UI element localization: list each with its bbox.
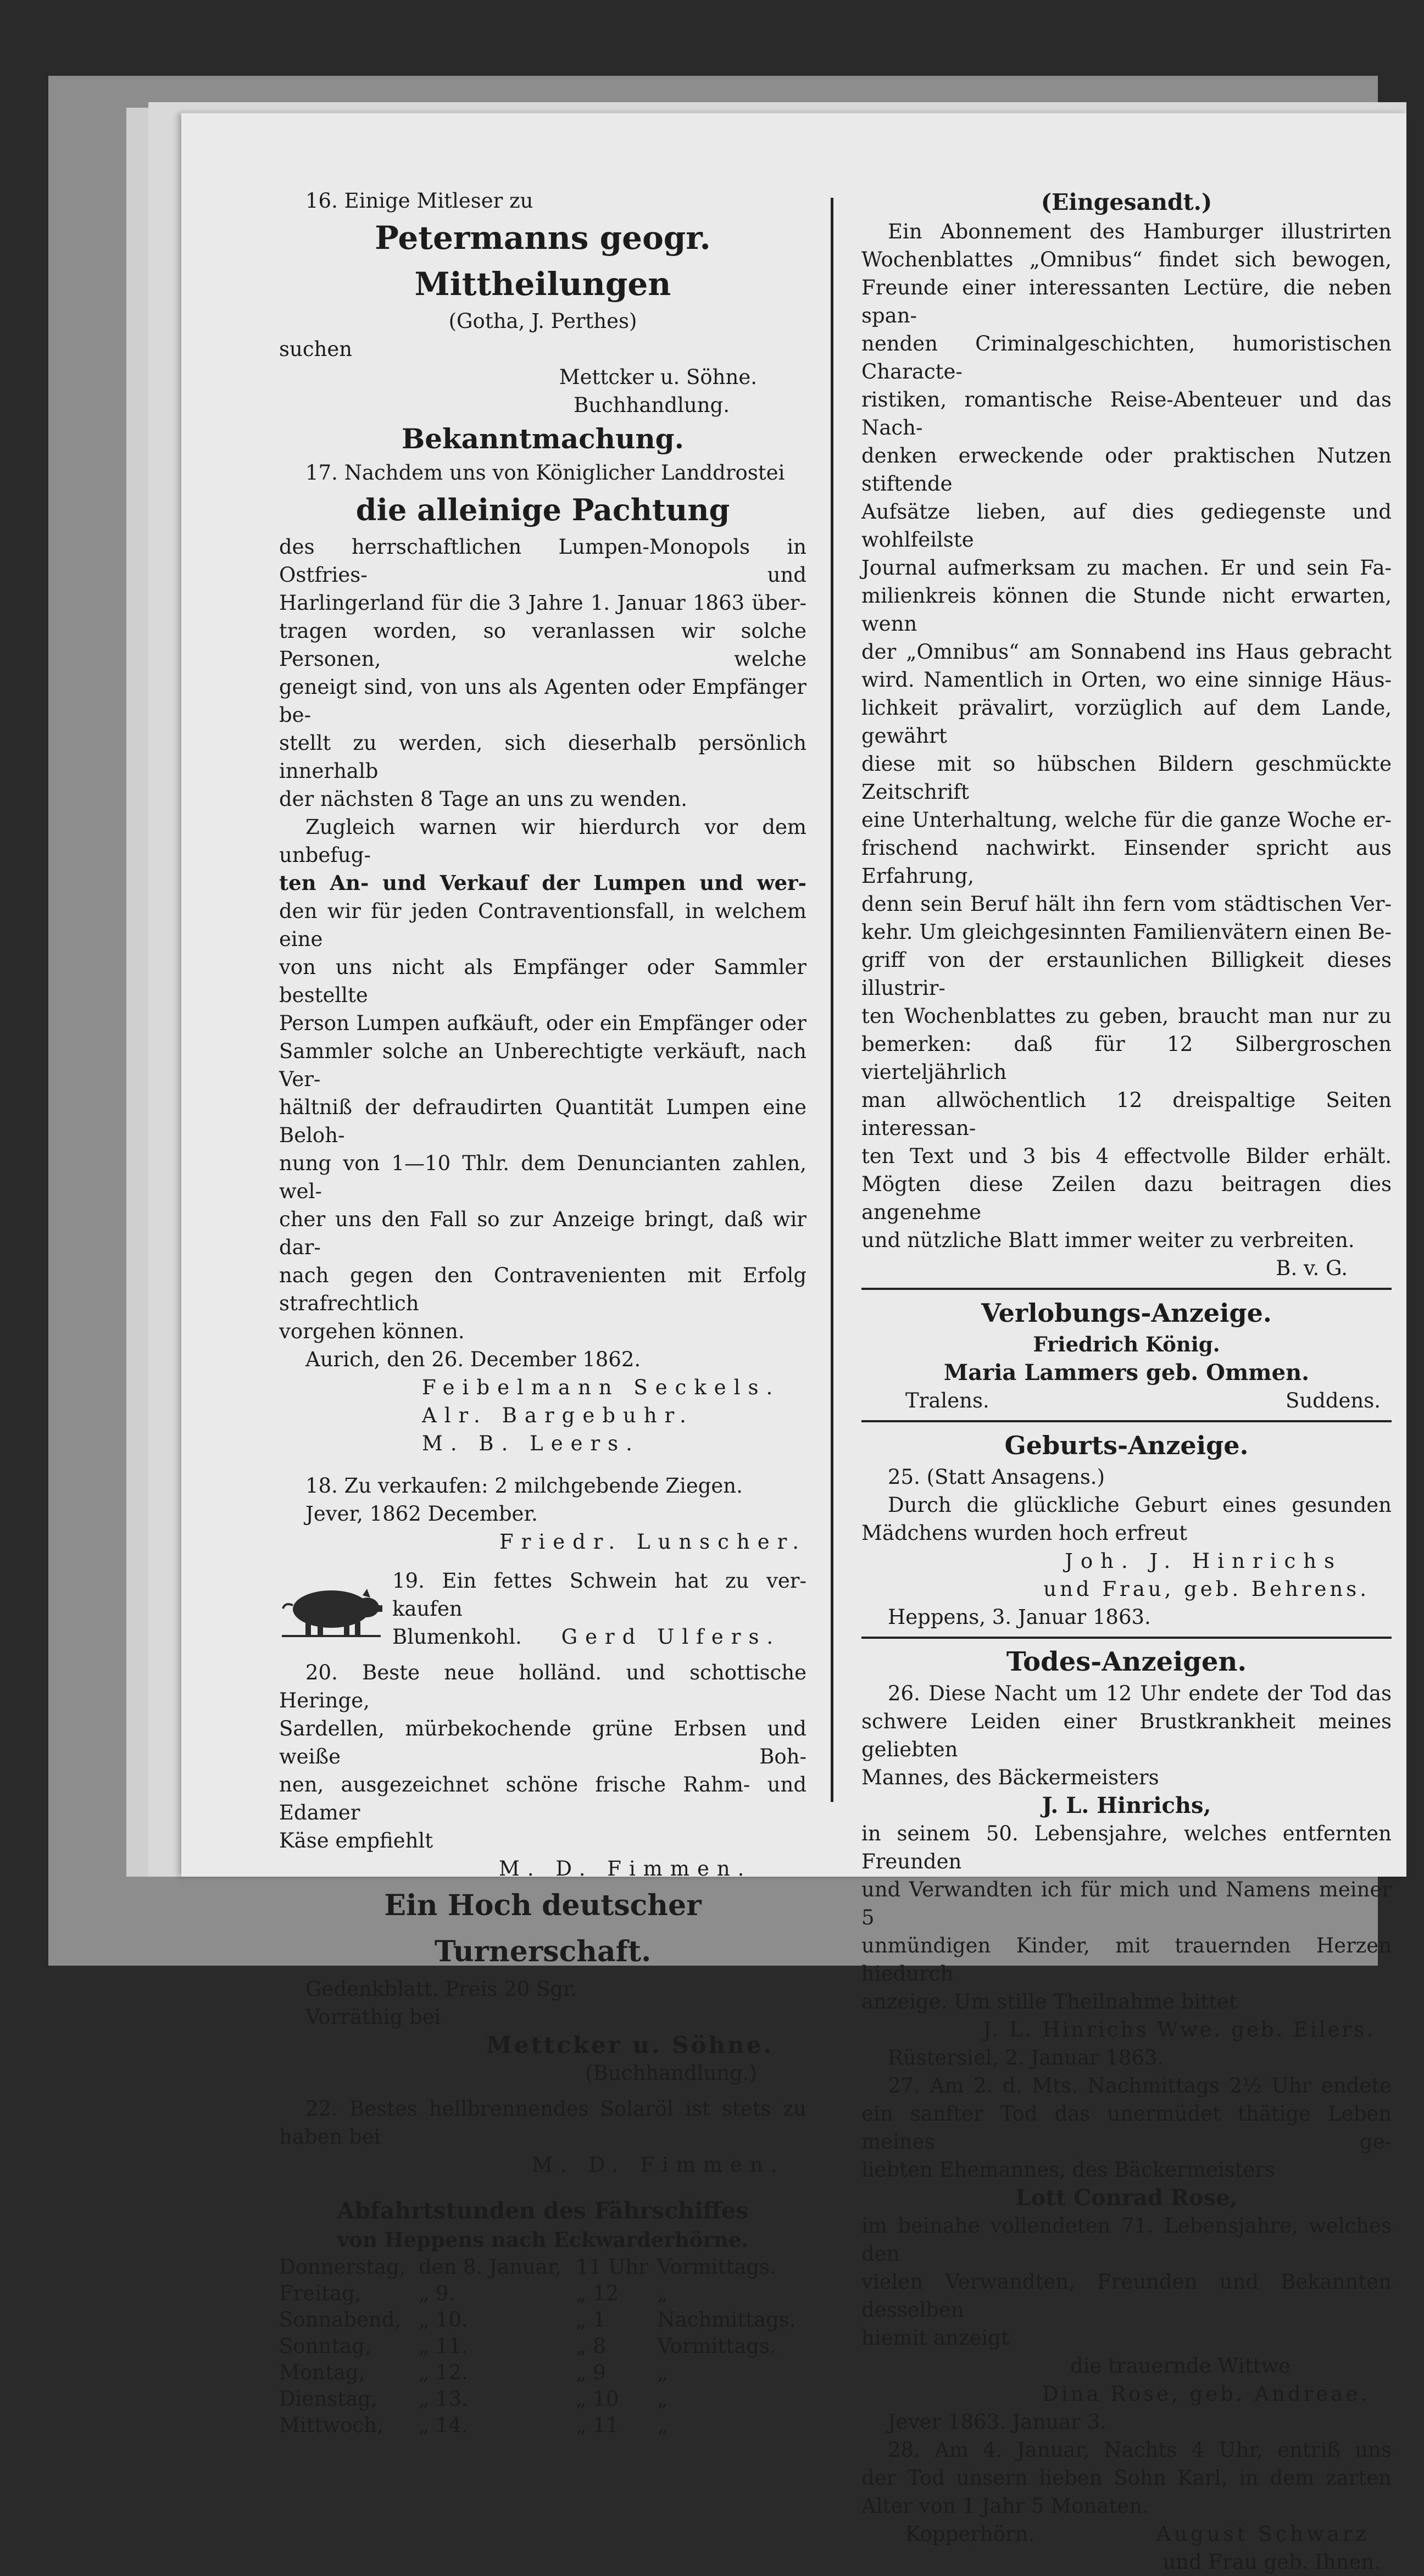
ad16-verb: suchen [279, 337, 353, 361]
geburt-signer: und Frau, geb. Behrens. [1043, 1577, 1370, 1601]
ad18-line: Jever, 1862 December. [305, 1502, 538, 1526]
ad21-line: Gedenkblatt. Preis 20 Sgr. [305, 1977, 577, 2001]
ad16-firm: Mettcker u. Söhne. [559, 365, 757, 389]
table-cell: „ 10. [418, 2308, 468, 2332]
ferry-subtitle: von Heppens nach Eckwarderhörne. [337, 2228, 749, 2252]
text-line: Sammler solche an Unberechtigte verkäuft, nach Ver- [279, 1039, 806, 1091]
geburt-heading: Geburts-Anzeige. [1004, 1431, 1249, 1460]
table-row [279, 2386, 806, 2412]
signer: Feibelmann Seckels. [422, 1376, 781, 1399]
text-line: ten An- und Verkauf der Lumpen und wer- [279, 871, 806, 895]
text-line: wird. Namentlich in Orten, wo eine sinnige Häus- [861, 668, 1392, 692]
text-line: nen, ausgezeichnet schöne frische Rahm- und Edamer [279, 1773, 806, 1824]
eingesandt-heading: (Eingesandt.) [1041, 189, 1212, 215]
verlobung-places [861, 1387, 1392, 1415]
text-line: 28. Am 4. Januar, Nachts 4 Uhr, entriß uns [888, 2438, 1392, 2462]
bekanntmachung-heading: Bekanntmachung. [401, 422, 685, 455]
pig-icon [279, 1579, 383, 1639]
table-cell: „ 8 [576, 2334, 606, 2358]
text-line: ten Text und 3 bis 4 effectvolle Bilder erhält. [861, 1144, 1392, 1168]
text-line: und Verwandten ich für mich und Namens meiner 5 [861, 1878, 1392, 1929]
place: Tralens. [905, 1389, 989, 1412]
geburt-line: 25. (Statt Ansagens.) [888, 1465, 1105, 1489]
todes-signer: und Frau geb. Ihnen. [1162, 2550, 1381, 2574]
text-line: liebten Ehemannes, des Bäckermeisters [861, 2158, 1276, 2182]
section-rule [861, 1288, 1392, 1290]
ad19-line: kaufen [392, 1597, 463, 1621]
ad21-firm: Mettcker u. Söhne. [486, 2032, 774, 2058]
ad21-title: Ein Hoch deutscher Turnerschaft. [384, 1889, 702, 1968]
table-cell: Sonntag, [279, 2334, 371, 2358]
verlobung-heading: Verlobungs-Anzeige. [981, 1298, 1272, 1328]
text-line: hiemit anzeigt [861, 2326, 1009, 2350]
table-cell: Freitag, [279, 2282, 361, 2305]
verlobung-name: Maria Lammers geb. Ommen. [943, 1360, 1310, 1386]
text-line: Käse empfiehlt [279, 1829, 433, 1852]
text-line: schwere Leiden einer Brustkrankheit meines geliebten [861, 1710, 1392, 1761]
text-line: unmündigen Kinder, mit trauernden Herzen hiedurch [861, 1934, 1392, 1985]
place: Suddens. [1285, 1389, 1381, 1412]
table-row [279, 2254, 806, 2280]
ferry-title: Abfahrtstunden des Fährschiffes [337, 2197, 749, 2224]
text-line: lichkeit prävalirt, vorzüglich auf dem Lande, gewährt [861, 696, 1392, 748]
ad22-signer: M. D. Fimmen. [532, 2153, 785, 2177]
ad18-signer: Friedr. Lunscher. [499, 1530, 806, 1554]
table-cell: den 8. Januar, [418, 2255, 562, 2279]
table-cell: „ [657, 2387, 668, 2411]
table-cell: Montag, [279, 2361, 365, 2384]
bekanntmachung-line: 17. Nachdem uns von Königlicher Landdrostei [305, 461, 785, 485]
text-line: Harlingerland für die 3 Jahre 1. Januar 1863 über- [279, 591, 806, 615]
table-row [279, 2333, 806, 2360]
table-cell: Dienstag, [279, 2387, 377, 2411]
ad20-signer: M. D. Fimmen. [499, 1857, 752, 1880]
table-cell: „ [657, 2361, 668, 2384]
text-line: diese mit so hübschen Bildern geschmückte Zeitschrift [861, 752, 1392, 804]
todes-signer: J. L. Hinrichs Wwe. geb. Eilers. [983, 2018, 1375, 2041]
table-cell: „ 9. [418, 2282, 455, 2305]
ad19-line: 19. Ein fettes Schwein hat zu ver- [392, 1569, 806, 1593]
text-line: des herrschaftlichen Lumpen-Monopols in Ostfries- und [279, 535, 806, 587]
table-row [279, 2307, 806, 2333]
left-column [279, 187, 806, 2439]
text-line: griff von der erstaunlichen Billigkeit dieses illustrir- [861, 948, 1392, 1000]
table-cell: „ 11. [418, 2334, 468, 2358]
ad19-item: Blumenkohl. [392, 1625, 522, 1649]
text-line: Person Lumpen aufkäuft, oder ein Empfänger oder [279, 1011, 806, 1035]
ad16-title: Petermanns geogr. Mittheilungen [375, 219, 711, 303]
text-line: 27. Am 2. d. Mts. Nachmittags 2½ Uhr endete [888, 2074, 1392, 2097]
text-line: frischend nachwirkt. Einsender spricht aus Erfahrung, [861, 836, 1392, 888]
text-line: Journal aufmerksam zu machen. Er und sein Fa- [861, 556, 1392, 580]
text-line: tragen worden, so veranlassen wir solche Personen, welche [279, 619, 806, 671]
text-line: nach gegen den Contravenienten mit Erfolg strafrechtlich [279, 1264, 806, 1315]
table-row [279, 2360, 806, 2386]
text-line: den wir für jeden Contraventionsfall, in welchem eine [279, 899, 806, 951]
text-line: denn sein Beruf hält ihn fern vom städtischen Ver- [861, 892, 1392, 916]
text-line: Mädchens wurden hoch erfreut [861, 1521, 1187, 1545]
text-line: anzeige. Um stille Theilnahme bittet [861, 1990, 1237, 2013]
table-cell: „ 14. [418, 2413, 468, 2437]
table-row [279, 2280, 806, 2307]
text-line: Ein Abonnement des Hamburger illustrirten [888, 220, 1392, 243]
text-line: im beinahe vollendeten 71. Lebensjahre, welches den [861, 2214, 1392, 2266]
place-date: Aurich, den 26. December 1862. [305, 1348, 641, 1371]
table-cell: Mittwoch, [279, 2413, 383, 2437]
ad16-firm-sub: Buchhandlung. [574, 393, 730, 417]
text-line: cher uns den Fall so zur Anzeige bringt, daß wir dar- [279, 1208, 806, 1259]
eingesandt-signer: B. v. G. [1276, 1256, 1348, 1280]
geburt-place-date: Heppens, 3. Januar 1863. [888, 1605, 1151, 1629]
ad16-publisher: (Gotha, J. Perthes) [448, 309, 637, 333]
text-line: 26. Diese Nacht um 12 Uhr endete der Tod das [888, 1682, 1392, 1705]
ad22-line: 22. Bestes hellbrennendes Solaröl ist stets zu [305, 2097, 806, 2121]
signer: Alr. Bargebuhr. [422, 1404, 694, 1427]
ad19-row [392, 1623, 806, 1651]
ad19-signer: Gerd Ulfers. [561, 1625, 781, 1649]
table-cell: Sonnabend, [279, 2308, 402, 2332]
todes-place: Jever 1863. Januar 3. [888, 2410, 1107, 2434]
ad16-intro: 16. Einige Mitleser zu [305, 189, 533, 213]
text-line: Mannes, des Bäckermeisters [861, 1766, 1159, 1789]
text-line: Sardellen, mürbekochende grüne Erbsen und weiße Boh- [279, 1717, 806, 1768]
text-line: der „Omnibus“ am Sonnabend ins Haus gebracht [861, 640, 1392, 664]
text-line: vorgehen können. [279, 1320, 465, 1343]
text-line: Freunde einer interessanten Lectüre, die neben span- [861, 276, 1392, 327]
text-line: Zugleich warnen wir hierdurch vor dem unbefug- [279, 815, 806, 867]
table-cell: 11 Uhr [576, 2255, 648, 2279]
ad21-firm-sub: (Buchhandlung.) [585, 2061, 757, 2085]
table-cell: „ 12 [576, 2282, 619, 2305]
text-line: kehr. Um gleichgesinnten Familienvätern einen Be- [861, 920, 1392, 944]
table-cell: „ 10 [576, 2387, 619, 2411]
verlobung-name: Friedrich König. [1033, 1332, 1220, 1356]
geburt-signer: Joh. J. Hinrichs [1065, 1549, 1342, 1573]
text-line: ten Wochenblattes zu geben, braucht man nur zu [861, 1004, 1392, 1028]
text-line: von uns nicht als Empfänger oder Sammler bestellte [279, 955, 806, 1007]
text-line: nenden Criminalgeschichten, humoristischen Characte- [861, 332, 1392, 383]
table-cell: „ [657, 2282, 668, 2305]
text-line: Aufsätze lieben, auf dies gediegenste und wohlfeilste [861, 500, 1392, 552]
text-line: hältniß der defraudirten Quantität Lumpen eine Beloh- [279, 1095, 806, 1147]
text-line: bemerken: daß für 12 Silbergroschen vierteljährlich [861, 1032, 1392, 1084]
ad19 [279, 1567, 806, 1651]
text-line: milienkreis können die Stunde nicht erwarten, wenn [861, 584, 1392, 636]
table-cell: „ 1 [576, 2308, 606, 2332]
text-line: der nächsten 8 Tage an uns zu wenden. [279, 787, 688, 811]
text-line: nung von 1—10 Thlr. dem Denuncianten zahlen, wel- [279, 1151, 806, 1203]
todes-row [861, 2520, 1392, 2548]
ferry-table [279, 2254, 806, 2439]
text-line: man allwöchentlich 12 dreispaltige Seiten interessan- [861, 1088, 1392, 1140]
text-line: vielen Verwandten, Freunden und Bekannten desselben [861, 2270, 1392, 2322]
table-cell: „ 13. [418, 2387, 468, 2411]
text-line: Wochenblattes „Omnibus“ findet sich bewogen, [861, 248, 1392, 271]
table-cell: Vormittags. [657, 2334, 776, 2358]
column-divider [831, 198, 833, 1802]
signer: M. B. Leers. [422, 1432, 640, 1455]
table-cell: Vormittags. [657, 2255, 776, 2279]
todes-place: Rüstersiel, 2. Januar 1863. [888, 2046, 1164, 2069]
text-line: ein sanfter Tod das unermüdet thätige Leben meines ge- [861, 2102, 1392, 2154]
text-line: Mögten diese Zeilen dazu beitragen dies angenehme [861, 1172, 1392, 1224]
table-cell: „ 9 [576, 2361, 606, 2384]
todes-signer: Dina Rose, geb. Andreae. [1042, 2382, 1370, 2406]
todes-signer: August Schwarz [1156, 2522, 1370, 2546]
text-line: 20. Beste neue holländ. und schottische Heringe, [279, 1661, 806, 1712]
table-cell: „ [657, 2413, 668, 2437]
text-line: der Tod unsern lieben Sohn Karl, in dem zarten [861, 2466, 1392, 2490]
bekanntmachung-title: die alleinige Pachtung [355, 492, 730, 527]
ad22-line: haben bei [279, 2125, 381, 2149]
table-cell: „ 12. [418, 2361, 468, 2384]
text-line: eine Unterhaltung, welche für die ganze Woche er- [861, 808, 1392, 832]
table-cell: Donnerstag, [279, 2255, 406, 2279]
text-line: ristiken, romantische Reise-Abenteuer und das Nach- [861, 388, 1392, 439]
deceased-name: Lott Conrad Rose, [1015, 2185, 1238, 2211]
text-line: Durch die glückliche Geburt eines gesunden [888, 1493, 1392, 1517]
ad18-line: 18. Zu verkaufen: 2 milchgebende Ziegen. [305, 1474, 743, 1498]
right-column [861, 187, 1392, 2576]
text-line: und nützliche Blatt immer weiter zu verbreiten. [861, 1228, 1355, 1252]
table-cell: „ 11 [576, 2413, 619, 2437]
table-cell: Nachmittags. [657, 2308, 796, 2332]
deceased-name: J. L. Hinrichs, [1042, 1793, 1211, 1818]
text-line: denken erweckende oder praktischen Nutzen stiftende [861, 444, 1392, 496]
text-line: stellt zu werden, sich dieserhalb persönlich innerhalb [279, 731, 806, 783]
todes-heading: Todes-Anzeigen. [1006, 1646, 1247, 1677]
todes-signer: die trauernde Wittwe [1070, 2354, 1290, 2378]
text-line: in seinem 50. Lebensjahre, welches entfernten Freunden [861, 1822, 1392, 1873]
table-row [279, 2412, 806, 2439]
todes-place: Kopperhörn. [905, 2522, 1035, 2546]
section-rule [861, 1637, 1392, 1639]
text-line: Alter von 1 Jahr 5 Monaten. [861, 2494, 1149, 2518]
section-rule [861, 1420, 1392, 1422]
text-line: geneigt sind, von uns als Agenten oder Empfänger be- [279, 675, 806, 727]
ad21-line: Vorräthig bei [305, 2005, 441, 2029]
